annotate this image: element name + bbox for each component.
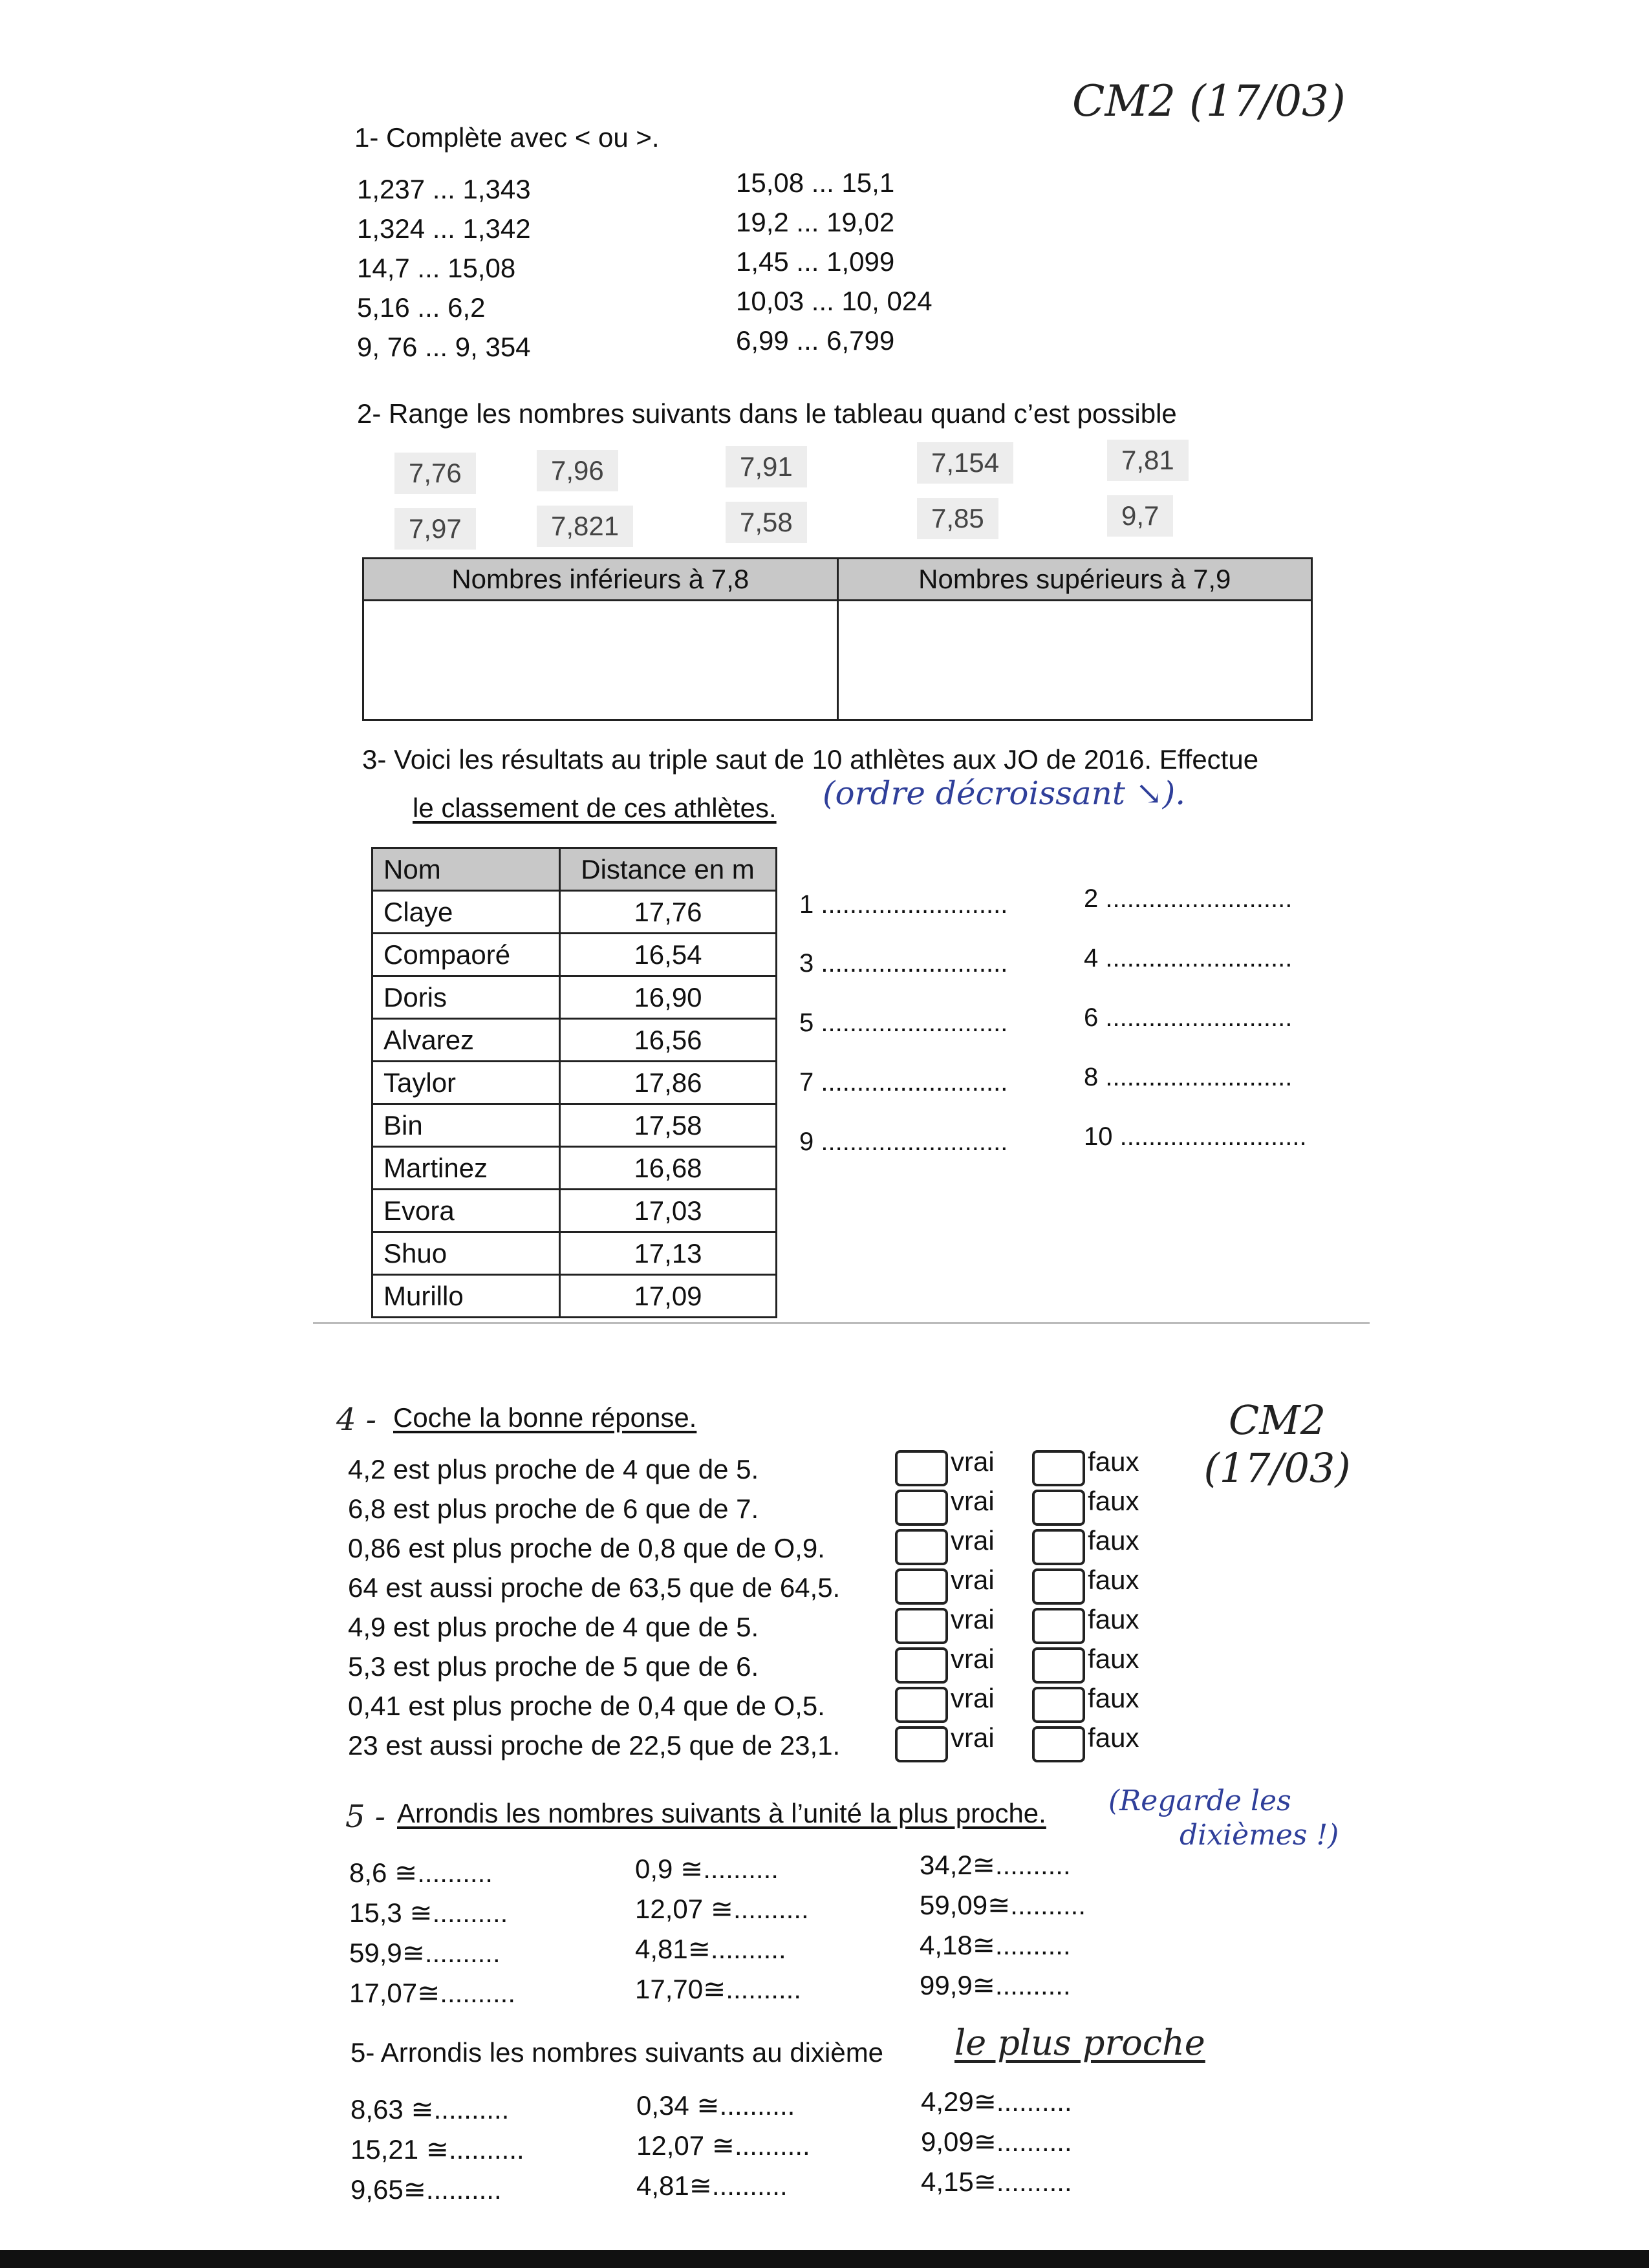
- athlete-name: Alvarez: [372, 1019, 560, 1062]
- faux-label: faux: [1088, 1446, 1139, 1477]
- statement: 23 est aussi proche de 22,5 que de 23,1.: [348, 1730, 841, 1760]
- statement: 4,9 est plus proche de 4 que de 5.: [348, 1612, 759, 1642]
- faux-checkbox[interactable]: [1032, 1568, 1085, 1605]
- rounding-item[interactable]: 4,81≅..........: [636, 2170, 788, 2201]
- number-chip: 7,96: [537, 450, 618, 491]
- ex5a-number: 5 -: [345, 1799, 386, 1835]
- table-row: [372, 1104, 777, 1147]
- number-chip: 7,81: [1107, 440, 1189, 481]
- class-date: CM2 (17/03): [1072, 76, 1346, 126]
- col-header-lower: Nombres inférieurs à 7,8: [363, 559, 838, 601]
- ex5b-col1: [350, 2093, 524, 2214]
- ex1-item: 1,45 ... 1,099: [736, 246, 895, 277]
- athlete-name: Taylor: [372, 1062, 560, 1104]
- statement: 6,8 est plus proche de 6 que de 7.: [348, 1493, 759, 1524]
- rounding-item[interactable]: 15,21 ≅..........: [350, 2134, 524, 2165]
- ex5b-col2: [636, 2090, 810, 2210]
- vrai-label: vrai: [951, 1486, 995, 1516]
- faux-checkbox[interactable]: [1032, 1608, 1085, 1644]
- faux-checkbox[interactable]: [1032, 1647, 1085, 1684]
- ex1-item: 14,7 ... 15,08: [357, 253, 516, 283]
- athlete-distance: 17,09: [560, 1275, 777, 1318]
- athlete-name: Shuo: [372, 1232, 560, 1275]
- faux-label: faux: [1088, 1525, 1139, 1556]
- rank-slot[interactable]: 1 ..........................: [799, 890, 1008, 919]
- athlete-distance: 16,54: [560, 934, 777, 976]
- rank-slot[interactable]: 8 ..........................: [1084, 1063, 1293, 1091]
- answer-row: [895, 1722, 1139, 1761]
- statement: 64 est aussi proche de 63,5 que de 64,5.: [348, 1572, 841, 1603]
- vrai-checkbox[interactable]: [895, 1608, 948, 1644]
- table-row: [372, 1019, 777, 1062]
- rank-slot[interactable]: 6 ..........................: [1084, 1003, 1293, 1032]
- athlete-distance: 17,03: [560, 1190, 777, 1232]
- number-chip: 7,154: [917, 442, 1013, 484]
- vrai-label: vrai: [951, 1525, 995, 1556]
- col-header-distance: Distance en m: [560, 848, 777, 891]
- sort-table: [362, 557, 1313, 721]
- vrai-checkbox[interactable]: [895, 1450, 948, 1486]
- rounding-item[interactable]: 9,65≅..........: [350, 2174, 502, 2205]
- ex5a-note-line1: (Regarde les: [1108, 1784, 1291, 1817]
- section-divider: [313, 1322, 1370, 1324]
- ex5a-col2: [635, 1853, 809, 2013]
- athlete-distance: 17,13: [560, 1232, 777, 1275]
- rounding-item[interactable]: 15,3 ≅..........: [349, 1898, 508, 1928]
- ex5a-note: [1108, 1784, 1339, 1853]
- athletes-table: [371, 847, 777, 1318]
- rounding-item[interactable]: 0,9 ≅..........: [635, 1854, 779, 1884]
- ex1-item: 19,2 ... 19,02: [736, 207, 895, 237]
- ex5b-note: le plus proche: [954, 2022, 1205, 2063]
- rounding-item[interactable]: 12,07 ≅..........: [635, 1894, 809, 1924]
- number-chip: 7,821: [537, 506, 633, 547]
- athlete-distance: 17,86: [560, 1062, 777, 1104]
- ex3-note: (ordre décroissant ↘).: [823, 775, 1186, 812]
- ex1-item: 15,08 ... 15,1: [736, 167, 895, 198]
- ex1-title: 1- Complète avec < ou >.: [354, 122, 660, 153]
- rounding-item[interactable]: 99,9≅..........: [920, 1970, 1071, 2000]
- rank-slot[interactable]: 3 ..........................: [799, 949, 1008, 978]
- ex1-item: 1,324 ... 1,342: [357, 213, 531, 244]
- ex3-title-line1: 3- Voici les résultats au triple saut de 10 athlètes aux JO de 2016. Effectue: [362, 744, 1259, 775]
- vrai-checkbox[interactable]: [895, 1687, 948, 1723]
- faux-label: faux: [1088, 1565, 1139, 1595]
- rank-slot[interactable]: 9 ..........................: [799, 1128, 1008, 1156]
- ex4-class-date-text: CM2 (17/03): [1203, 1396, 1351, 1492]
- ex4-statements: [348, 1453, 840, 1769]
- table-row: [372, 1275, 777, 1318]
- faux-label: faux: [1088, 1604, 1139, 1634]
- vrai-checkbox[interactable]: [895, 1529, 948, 1565]
- rounding-item[interactable]: 59,9≅..........: [349, 1938, 501, 1968]
- ex1-right-column: [736, 167, 932, 364]
- ex3-title-line2: le classement de ces athlètes.: [413, 793, 777, 823]
- faux-checkbox[interactable]: [1032, 1529, 1085, 1565]
- rounding-item[interactable]: 34,2≅..........: [920, 1850, 1071, 1880]
- table-row: [372, 1232, 777, 1275]
- vrai-checkbox[interactable]: [895, 1647, 948, 1684]
- faux-checkbox[interactable]: [1032, 1687, 1085, 1723]
- number-chip: 7,76: [394, 453, 476, 494]
- answer-row: [895, 1603, 1139, 1643]
- vrai-label: vrai: [951, 1643, 995, 1674]
- ex4-title: Coche la bonne réponse.: [393, 1402, 697, 1433]
- athlete-name: Doris: [372, 976, 560, 1019]
- table-row: [372, 1062, 777, 1104]
- answer-row: [895, 1682, 1139, 1722]
- ex1-left-column: [357, 173, 531, 370]
- athlete-distance: 17,58: [560, 1104, 777, 1147]
- athlete-distance: 16,90: [560, 976, 777, 1019]
- faux-checkbox[interactable]: [1032, 1490, 1085, 1526]
- ex4-answers: [895, 1446, 1139, 1761]
- answer-cell-upper[interactable]: [837, 601, 1312, 720]
- ex5a-col1: [349, 1857, 515, 2017]
- athlete-distance: 16,56: [560, 1019, 777, 1062]
- vrai-label: vrai: [951, 1446, 995, 1477]
- rounding-item[interactable]: 8,63 ≅..........: [350, 2094, 510, 2124]
- athlete-name: Claye: [372, 891, 560, 934]
- vrai-label: vrai: [951, 1604, 995, 1634]
- faux-label: faux: [1088, 1683, 1139, 1713]
- col-header-name: Nom: [372, 848, 560, 891]
- statement: 0,86 est plus proche de 0,8 que de O,9.: [348, 1533, 825, 1563]
- ex4-number: 4 -: [336, 1402, 377, 1438]
- athlete-distance: 16,68: [560, 1147, 777, 1190]
- rounding-item[interactable]: 12,07 ≅..........: [636, 2130, 810, 2161]
- table-row: [372, 976, 777, 1019]
- ex5b-col3: [921, 2086, 1072, 2206]
- number-chip: 7,58: [726, 502, 807, 543]
- table-row: [372, 1190, 777, 1232]
- answer-row: [895, 1446, 1139, 1485]
- faux-checkbox[interactable]: [1032, 1450, 1085, 1486]
- ex1-item: 10,03 ... 10, 024: [736, 286, 932, 316]
- vrai-label: vrai: [951, 1722, 995, 1753]
- statement: 4,2 est plus proche de 4 que de 5.: [348, 1454, 759, 1484]
- ex1-item: 5,16 ... 6,2: [357, 292, 486, 323]
- rank-slot[interactable]: 4 ..........................: [1084, 944, 1293, 972]
- answer-cell-lower[interactable]: [363, 601, 838, 720]
- table-row: [372, 1147, 777, 1190]
- ex2-title: 2- Range les nombres suivants dans le tableau quand c’est possible: [357, 398, 1177, 429]
- scan-edge: [0, 2250, 1649, 2268]
- statement: 0,41 est plus proche de 0,4 que de O,5.: [348, 1691, 825, 1721]
- faux-label: faux: [1088, 1486, 1139, 1516]
- athlete-name: Murillo: [372, 1275, 560, 1318]
- rounding-item[interactable]: 4,29≅..........: [921, 2086, 1072, 2117]
- rounding-item[interactable]: 17,70≅..........: [635, 1974, 801, 2004]
- athlete-name: Martinez: [372, 1147, 560, 1190]
- ex5a-note-line2: dixièmes !): [1180, 1818, 1339, 1852]
- vrai-checkbox[interactable]: [895, 1726, 948, 1762]
- ex5b-title: 5- Arrondis les nombres suivants au dixième: [350, 2037, 884, 2068]
- ex5a-col3: [920, 1849, 1086, 2009]
- ex5a-title: Arrondis les nombres suivants à l’unité la plus proche.: [397, 1798, 1046, 1828]
- answer-row: [895, 1564, 1139, 1603]
- answer-row: [895, 1485, 1139, 1524]
- rounding-item[interactable]: 4,18≅..........: [920, 1930, 1071, 1960]
- number-chip: 7,85: [917, 498, 998, 539]
- athlete-name: Evora: [372, 1190, 560, 1232]
- table-row: [372, 934, 777, 976]
- vrai-checkbox[interactable]: [895, 1490, 948, 1526]
- number-chip: 9,7: [1107, 495, 1173, 537]
- vrai-label: vrai: [951, 1565, 995, 1595]
- col-header-upper: Nombres supérieurs à 7,9: [837, 559, 1312, 601]
- rounding-item[interactable]: 9,09≅..........: [921, 2126, 1072, 2157]
- faux-checkbox[interactable]: [1032, 1726, 1085, 1762]
- table-row: [372, 891, 777, 934]
- vrai-checkbox[interactable]: [895, 1568, 948, 1605]
- faux-label: faux: [1088, 1722, 1139, 1753]
- ex1-item: 9, 76 ... 9, 354: [357, 332, 531, 362]
- rounding-item[interactable]: 0,34 ≅..........: [636, 2090, 795, 2121]
- rank-slot[interactable]: 7 ..........................: [799, 1068, 1008, 1097]
- athlete-distance: 17,76: [560, 891, 777, 934]
- number-chip: 7,91: [726, 446, 807, 487]
- faux-label: faux: [1088, 1643, 1139, 1674]
- rounding-item[interactable]: 59,09≅..........: [920, 1890, 1086, 1920]
- rounding-item[interactable]: 4,81≅..........: [635, 1934, 786, 1964]
- athlete-name: Compaoré: [372, 934, 560, 976]
- answer-row: [895, 1643, 1139, 1682]
- statement: 5,3 est plus proche de 5 que de 6.: [348, 1651, 759, 1682]
- rounding-item[interactable]: 4,15≅..........: [921, 2166, 1072, 2197]
- rank-slot[interactable]: 10 ..........................: [1084, 1122, 1307, 1151]
- athlete-name: Bin: [372, 1104, 560, 1147]
- ex1-item: 1,237 ... 1,343: [357, 174, 531, 204]
- ex1-item: 6,99 ... 6,799: [736, 325, 895, 356]
- rounding-item[interactable]: 17,07≅..........: [349, 1978, 515, 2008]
- rank-slot[interactable]: 2 ..........................: [1084, 884, 1293, 913]
- ex4-class-date: [1203, 1396, 1352, 1493]
- rank-slot[interactable]: 5 ..........................: [799, 1009, 1008, 1037]
- answer-row: [895, 1524, 1139, 1564]
- vrai-label: vrai: [951, 1683, 995, 1713]
- rounding-item[interactable]: 8,6 ≅..........: [349, 1857, 493, 1888]
- number-chip: 7,97: [394, 508, 476, 550]
